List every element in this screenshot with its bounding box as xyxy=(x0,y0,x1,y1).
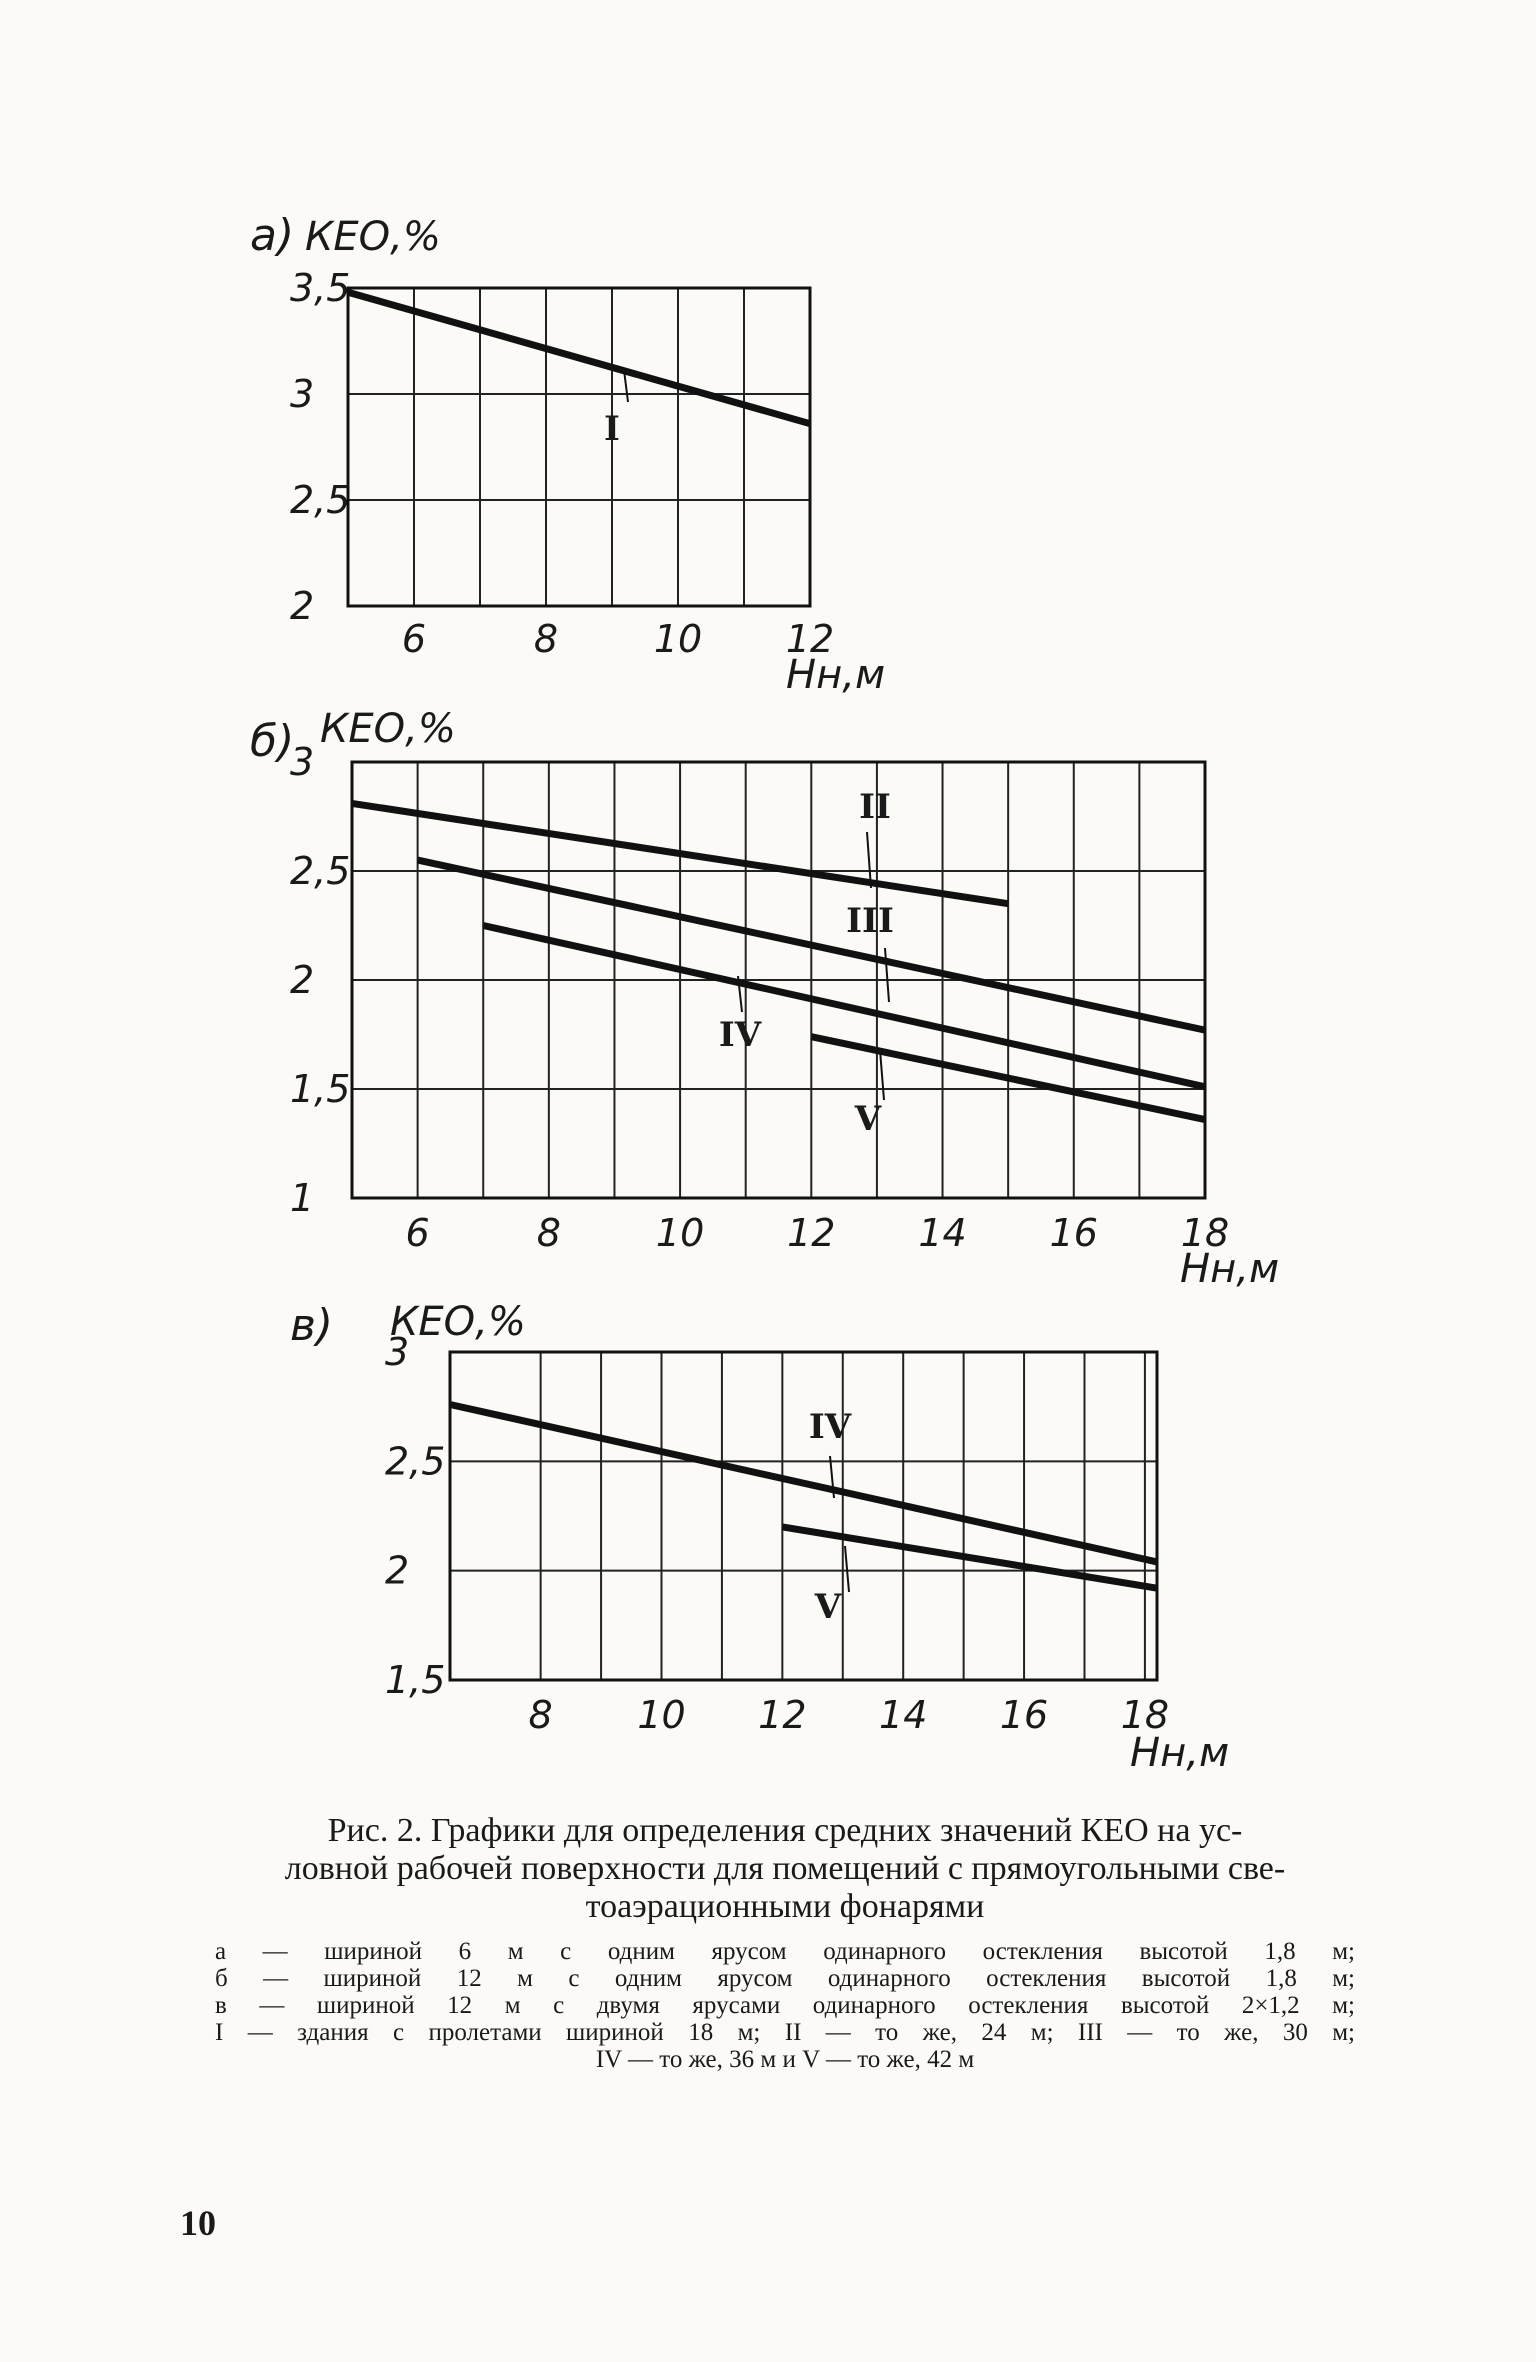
x-tick-label: 10 xyxy=(655,1211,705,1255)
plot-frame xyxy=(450,1352,1157,1680)
series-label: IV xyxy=(718,1015,762,1055)
y-tick-label: 3,5 xyxy=(290,266,351,310)
y-tick-label: 2 xyxy=(290,584,315,628)
x-tick-label: 6 xyxy=(401,617,427,661)
series-label: I xyxy=(604,409,620,449)
series-label: III xyxy=(846,901,894,941)
x-tick-label: 16 xyxy=(999,1693,1049,1737)
caption-line: тоаэрационными фонарями xyxy=(585,1888,985,1925)
panel-letter: в) xyxy=(290,1300,334,1351)
series-line xyxy=(782,1527,1157,1588)
y-tick-label: 1,5 xyxy=(290,1067,351,1111)
plot-frame xyxy=(348,288,810,606)
x-tick-label: 18 xyxy=(1120,1693,1170,1737)
y-tick-label: 1 xyxy=(290,1176,315,1220)
x-tick-label: 8 xyxy=(536,1211,561,1255)
series-label: V xyxy=(854,1099,882,1139)
x-tick-label: 10 xyxy=(637,1693,686,1737)
y-tick-label: 1,5 xyxy=(385,1658,446,1702)
panel-letter: б) xyxy=(250,716,295,767)
x-tick-label: 10 xyxy=(653,617,703,661)
x-tick-label: 8 xyxy=(533,617,559,661)
y-tick-label: 2 xyxy=(290,958,315,1002)
y-tick-label: 2,5 xyxy=(290,849,351,893)
panel-letter: а) xyxy=(250,210,295,261)
y-axis-label: КЕО,% xyxy=(305,214,441,260)
y-tick-label: 3 xyxy=(385,1330,410,1374)
caption-line: ловной рабочей поверхности для помещений с прямоугольными све- xyxy=(284,1850,1286,1887)
x-tick-label: 8 xyxy=(528,1693,553,1737)
series-label: V xyxy=(814,1587,842,1627)
x-tick-label: 12 xyxy=(785,617,835,661)
x-tick-label: 16 xyxy=(1049,1211,1098,1255)
x-tick-label: 18 xyxy=(1180,1211,1230,1255)
legend-line: I — здания с пролетами шириной 18 м; II — то же, 24 м; III — то же, 30 м; xyxy=(215,2019,1355,2046)
x-axis-label: Hн,м xyxy=(1130,1730,1230,1776)
legend-line: IV — то же, 36 м и V — то же, 42 м xyxy=(595,2046,975,2073)
y-axis-label: КЕО,% xyxy=(320,706,456,752)
series-line xyxy=(450,1404,1157,1561)
x-tick-label: 14 xyxy=(918,1211,967,1255)
figure-caption xyxy=(215,1812,1355,1926)
label-leader xyxy=(885,948,889,1002)
legend-line: а — шириной 6 м с одним ярусом одинарного остекления высотой 1,8 м; xyxy=(215,1938,1355,1965)
x-tick-label: 12 xyxy=(787,1211,836,1255)
page-number: 10 xyxy=(180,2203,216,2243)
x-tick-label: 6 xyxy=(405,1211,430,1255)
caption-line: Рис. 2. Графики для определения средних значений КЕО на ус- xyxy=(327,1812,1243,1849)
series-label: II xyxy=(859,787,891,827)
y-tick-label: 2 xyxy=(385,1548,410,1593)
x-axis-label: Hн,м xyxy=(786,652,886,698)
y-tick-label: 2,5 xyxy=(290,478,351,522)
y-axis-label: КЕО,% xyxy=(390,1299,526,1345)
x-axis-label: Hн,м xyxy=(1180,1246,1280,1292)
x-tick-label: 12 xyxy=(758,1693,807,1737)
y-tick-label: 3 xyxy=(290,372,315,416)
y-tick-label: 3 xyxy=(290,740,315,784)
figure-legend xyxy=(215,1938,1355,2073)
series-label: IV xyxy=(808,1407,852,1447)
legend-line: в — шириной 12 м с двумя ярусами одинарного остекления высотой 2×1,2 м; xyxy=(215,1992,1355,2019)
series-line xyxy=(348,292,810,423)
label-leader xyxy=(880,1050,884,1100)
y-tick-label: 2,5 xyxy=(385,1439,446,1484)
label-leader xyxy=(845,1546,849,1592)
x-tick-label: 14 xyxy=(879,1693,928,1737)
legend-line: б — шириной 12 м с одним ярусом одинарного остекления высотой 1,8 м; xyxy=(215,1965,1355,1992)
